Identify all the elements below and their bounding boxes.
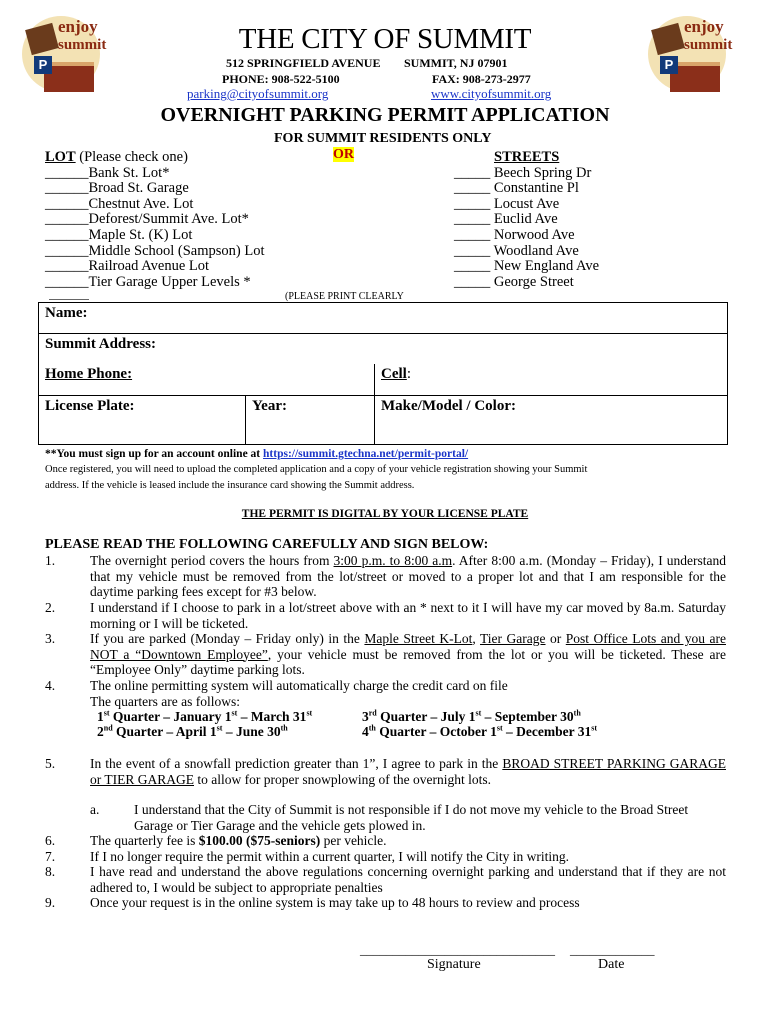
lot-list — [45, 150, 265, 290]
rule-1: The overnight period covers the hours from 3:00 p.m. to 8:00 a.m. After 8:00 a.m. (Monday – Friday), I understand that my vehicle must be removed from the lot/street or moved to a proper lot and that I am responsible for the daytime parking fees except for #3 below. — [90, 553, 726, 600]
street-option[interactable]: _____ Euclid Ave — [454, 211, 558, 228]
applicant-form — [38, 302, 728, 445]
lot-option[interactable]: ______Railroad Avenue Lot — [45, 258, 210, 275]
parking-p-icon: P — [660, 56, 678, 74]
lot-option[interactable]: ______Tier Garage Upper Levels * — [45, 273, 251, 290]
lot-option[interactable]: ______Bank St. Lot* — [45, 164, 170, 181]
signature-line[interactable]: ______________________________ — [360, 942, 555, 957]
address-label: Summit Address: — [45, 336, 156, 352]
lot-option[interactable]: ______Broad St. Garage — [45, 180, 189, 197]
website-link[interactable]: www.cityofsummit.org — [431, 86, 552, 101]
license-plate-field[interactable] — [39, 396, 246, 445]
rule-8: I have read and understand the above regulations concerning overnight parking and understand that if they are not adhered to, I would be subject to appropriate penalties — [90, 864, 726, 895]
home-phone-label: Home Phone: — [45, 365, 133, 382]
street-list — [454, 150, 599, 290]
or-highlight: OR — [333, 147, 354, 162]
rules-heading: PLEASE READ THE FOLLOWING CAREFULLY AND SIGN BELOW: — [45, 537, 489, 552]
cell-label: Cell — [381, 365, 407, 382]
permit-portal-link[interactable]: https://summit.gtechna.net/permit-portal/ — [263, 448, 469, 460]
quarter-1: 1st Quarter – January 1st – March 31st — [97, 708, 313, 724]
date-line[interactable]: _____________ — [570, 942, 655, 957]
lot-heading: LOT — [45, 149, 76, 165]
rule-number: 2. — [45, 600, 56, 615]
rule-2: I understand if I choose to park in a lot/street above with an * next to it I will have my car moved by 8a.m. Saturday morning or I will be ticketed. — [90, 600, 726, 631]
divider — [49, 299, 89, 300]
fax-number: FAX: 908-273-2977 — [432, 72, 531, 86]
signature-label: Signature — [427, 957, 481, 972]
street-option[interactable]: _____ Constantine Pl — [454, 180, 579, 197]
rule-6: The quarterly fee is $100.00 ($75-seniors) per vehicle. — [90, 833, 387, 848]
rule-number: 9. — [45, 895, 56, 910]
lot-option[interactable]: ______Middle School (Sampson) Lot — [45, 242, 265, 259]
logo-text-enjoy: enjoy — [58, 17, 98, 36]
rule-5: In the event of a snowfall prediction greater than 1”, I agree to park in the BROAD STREET PARKING GARAGE or TIER GARAGE to allow for proper snowplowing of the overnight lots. — [90, 756, 726, 787]
rule-4: The online permitting system will automatically charge the credit card on file The quarters are as follows: — [90, 678, 508, 709]
city-state-zip: SUMMIT, NJ 07901 — [404, 56, 508, 70]
rule-7: If I no longer require the permit within a current quarter, I will notify the City in writing. — [90, 849, 569, 864]
rule-3: If you are parked (Monday – Friday only) in the Maple Street K-Lot, Tier Garage or Post Office Lots and you are NOT a “Downtown Employee”, your vehicle must be removed from the lot or you will be ticketed. These are “Employee Only” daytime parking lots. — [90, 631, 726, 678]
license-plate-label: License Plate: — [45, 398, 135, 414]
signup-line-2: Once registered, you will need to upload the completed application and a copy of your vehicle registration showing your Summit — [45, 464, 588, 475]
digital-permit-note: THE PERMIT IS DIGITAL BY YOUR LICENSE PLATE — [241, 508, 529, 520]
rule-5a-label: a. — [90, 802, 100, 817]
rule-number: 7. — [45, 849, 56, 864]
rule-5a: I understand that the City of Summit is not responsible if I do not move my vehicle to the Broad Street Garage or Tier Garage and the vehicle gets plowed in. — [134, 802, 689, 833]
year-field[interactable] — [246, 396, 375, 445]
signup-note — [45, 446, 735, 494]
quarter-4: 4th Quarter – October 1st – December 31st — [362, 723, 598, 739]
phone-number: PHONE: 908-522-5100 — [222, 72, 340, 86]
rule-number: 8. — [45, 864, 56, 879]
street-option[interactable]: _____ George Street — [454, 273, 574, 290]
form-title: OVERNIGHT PARKING PERMIT APPLICATION — [160, 104, 610, 126]
street-option[interactable]: _____ New England Ave — [454, 258, 600, 275]
signup-prefix: **You must sign up for an account online at — [45, 448, 264, 460]
print-clearly-note: (PLEASE PRINT CLEARLY — [285, 291, 404, 302]
logo-text-summit: summit — [684, 37, 733, 53]
quarter-3: 3rd Quarter – July 1st – September 30th — [362, 708, 581, 724]
city-title: THE CITY OF SUMMIT — [238, 23, 532, 55]
date-label: Date — [598, 957, 625, 972]
name-label: Name: — [45, 305, 88, 321]
street-option[interactable]: _____ Woodland Ave — [454, 242, 579, 259]
lot-heading-note: (Please check one) — [75, 149, 188, 165]
lot-option[interactable]: ______Maple St. (K) Lot — [45, 226, 193, 243]
logo-text-enjoy: enjoy — [684, 17, 724, 36]
rule-9: Once your request is in the online system is may take up to 48 hours to review and process — [90, 895, 580, 910]
name-field[interactable] — [39, 303, 728, 334]
streets-heading: STREETS — [494, 149, 560, 165]
rule-number: 6. — [45, 833, 56, 848]
street-address: 512 SPRINGFIELD AVENUE — [226, 56, 381, 70]
lot-option[interactable]: ______Deforest/Summit Ave. Lot* — [45, 211, 249, 228]
rule-number: 4. — [45, 678, 56, 693]
street-option[interactable]: _____ Norwood Ave — [454, 226, 575, 243]
residents-only-note: FOR SUMMIT RESIDENTS ONLY — [274, 131, 492, 146]
rule-number: 1. — [45, 553, 56, 568]
cell-colon: : — [406, 365, 411, 382]
year-label: Year: — [252, 398, 287, 414]
quarter-2: 2nd Quarter – April 1st – June 30th — [97, 723, 288, 739]
street-option[interactable]: _____ Beech Spring Dr — [454, 164, 592, 181]
address-field[interactable] — [39, 334, 728, 364]
make-model-label: Make/Model / Color: — [381, 398, 516, 414]
logo-text-summit: summit — [58, 37, 107, 53]
make-model-field[interactable] — [375, 396, 728, 445]
cell-field[interactable] — [375, 364, 728, 396]
signup-line-3: address. If the vehicle is leased include the insurance card showing the Summit address. — [45, 480, 415, 491]
rule-number: 5. — [45, 756, 56, 771]
street-option[interactable]: _____ Locust Ave — [454, 195, 560, 212]
home-phone-field[interactable] — [39, 364, 375, 396]
parking-p-icon: P — [34, 56, 52, 74]
lot-option[interactable]: ______Chestnut Ave. Lot — [45, 195, 194, 212]
rule-number: 3. — [45, 631, 56, 646]
email-link[interactable]: parking@cityofsummit.org — [187, 86, 329, 101]
